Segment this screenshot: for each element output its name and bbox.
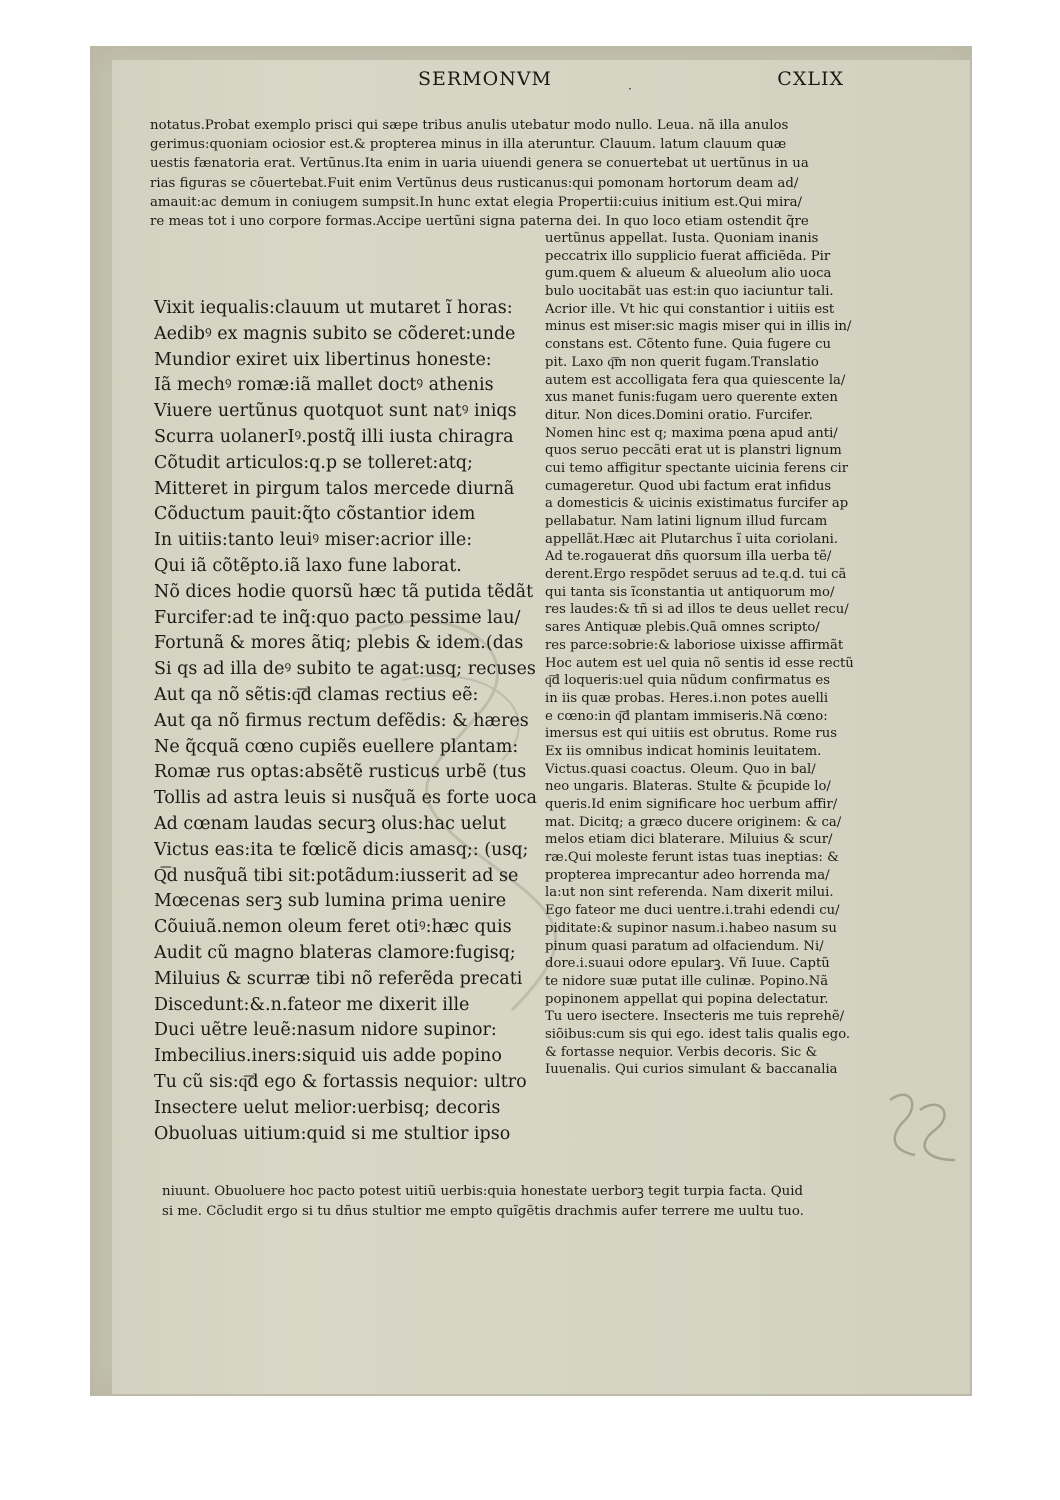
- commentary-line: gum.quem & alueum & alueolum alio uoca: [545, 266, 832, 282]
- folio-number: CXLIX: [777, 68, 844, 90]
- commentary-line: Nomen hinc est q; maxima pœna apud anti/: [545, 425, 838, 441]
- commentary-line: Ad te.rogauerat dñs quorsum illa uerba tẽ/: [545, 549, 832, 565]
- commentary-line: res laudes:& tñ si ad illos te deus uellet recu/: [545, 602, 849, 618]
- library-stamp-icon: [880, 1080, 970, 1170]
- commentary-line: Victus.quasi coactus. Oleum. Quo in bal/: [545, 761, 816, 777]
- commentary-line: cui temo affigitur spectante uicinia ferens cir: [545, 460, 849, 476]
- verse-line: Mitteret in pirgum talos mercede diurnã: [154, 478, 515, 499]
- commentary-line: queris.Id enim significare hoc uerbum affir/: [545, 797, 838, 812]
- verse-line: Discedunt:&.n.fateor me dixerit ille: [154, 994, 470, 1015]
- commentary-line: ræ.Qui moleste ferunt istas tuas ineptias: &: [545, 850, 839, 866]
- commentary-line: te nidore suæ putat ille culinæ. Popino.Nã: [545, 973, 829, 989]
- commentary-line: amauit:ac demum in coniugem sumpsit.In hunc extat elegia Propertii:cuius initium est.Qui mira/: [150, 194, 803, 210]
- commentary-line: la:ut non sint referenda. Nam dixerit milui.: [545, 885, 834, 901]
- verse-line: Aedibꝰ ex magnis subito se cõderet:unde: [154, 323, 516, 344]
- verse-line: Cõductum pauit:q̃to cõstantior idem: [154, 504, 476, 525]
- commentary-line: rias figuras se cõuertebat.Fuit enim Vertũnus deus rusticanus:qui pomonam hortorum deam ad/: [150, 175, 799, 191]
- side-commentary: [545, 230, 875, 1079]
- commentary-line: pellabatur. Nam latini lignum illud furcam: [545, 514, 828, 529]
- commentary-line: cumageretur. Quod ubi factum erat infidus: [545, 478, 832, 494]
- verse-line: Tollis ad astra leuis si nusq̃uã es forte uoca: [154, 788, 537, 809]
- verse-line: Obuoluas uitium:quid si me stultior ipso: [154, 1123, 511, 1144]
- commentary-line: siõibus:cum sis qui ego. idest talis qualis ego.: [545, 1026, 851, 1042]
- verse-line: Duci uẽtre leuẽ:nasum nidore supinor:: [154, 1020, 497, 1041]
- commentary-line: autem est accolligata fera qua quiescente la/: [545, 372, 846, 388]
- commentary-line: dore.i.suaui odore epularꝫ. Vñ Iuue. Captũ: [545, 956, 830, 972]
- commentary-line: a domesticis & uicinis existimatus furcifer ap: [545, 496, 849, 512]
- top-commentary: [150, 116, 870, 231]
- commentary-line: q͞d loqueris:uel quia nũdum confirmatus es: [545, 673, 830, 689]
- commentary-line: Iuuenalis. Qui curios simulant & baccanalia: [545, 1062, 838, 1078]
- running-title: SERMONVM: [417, 68, 553, 90]
- commentary-line: qui tanta sis ĩconstantia ut antiquorum mo/: [545, 584, 835, 600]
- verse-line: Ne q̃cquã cœno cupiẽs euellere plantam:: [154, 736, 519, 757]
- verse-line: Mœcenas serꝫ sub lumina prima uenire: [154, 891, 507, 912]
- commentary-line: notatus.Probat exemplo prisci qui sæpe tribus anulis utebatur modo nullo. Leua. nã illa anulos: [150, 118, 789, 133]
- commentary-line: re meas tot i uno corpore formas.Accipe uertũni signa paterna dei. In quo loco etiam ostendit q̃re: [150, 214, 809, 230]
- signature-mark: ·: [628, 82, 632, 96]
- commentary-line: minus est miser:sic magis miser qui in illis in/: [545, 319, 852, 335]
- commentary-line: & fortasse nequior. Verbis decoris. Sic &: [545, 1044, 818, 1060]
- commentary-line: res parce:sobrie:& laboriose uixisse affirmãt: [545, 637, 844, 653]
- commentary-line: niuunt. Obuoluere hoc pacto potest uitiũ uerbis:quia honestate uerborꝫ tegit turpia facta. Quid: [162, 1184, 803, 1199]
- commentary-line: in iis quæ probas. Heres.i.non potes auelli: [545, 690, 829, 706]
- verse-line: Vixit iequalis:clauum ut mutaret ĩ horas:: [154, 298, 513, 318]
- verse-line: Aut qa nõ sẽtis:q͞d clamas rectius eẽ:: [154, 684, 479, 705]
- verse-line: Miluius & scurræ tibi nõ referẽda precati: [154, 968, 523, 989]
- verse-line: Aut qa nõ firmus rectum defẽdis: & hæres: [154, 710, 529, 731]
- commentary-line: sares Antiquæ plebis.Quã omnes scripto/: [545, 620, 820, 636]
- verse-line: Ad cœnam laudas securꝫ olus:hac uelut: [154, 813, 507, 834]
- verse-line: Cõuiuã.nemon oleum feret otiꝰ:hæc quis: [154, 917, 512, 938]
- verse-line: Nõ dices hodie quorsũ hæc tã putida tẽdãt: [154, 581, 534, 602]
- commentary-line: si me. Cõcludit ergo si tu dñus stultior me empto quĩgẽtis drachmis aufer terrere me uultu tuo.: [162, 1203, 804, 1219]
- verse-line: Mundior exiret uix libertinus honeste:: [154, 349, 492, 370]
- commentary-line: imersus est qui uitiis est obrutus. Rome rus: [545, 726, 837, 742]
- verse-line: Fortunã & mores ãtiq; plebis & idem.(das: [154, 633, 524, 654]
- commentary-line: neo ungaris. Blateras. Stulte & p̃cupide lo/: [545, 779, 831, 795]
- verse-line: Scurra uolanerIꝰ.postq̃ illi iusta chiragra: [154, 426, 514, 447]
- verse-line: Q͞d nusq̃uã tibi sit:potãdum:iusserit ad se: [154, 865, 519, 886]
- commentary-line: Tu uero isectere. Insecteris me tuis reprehẽ/: [545, 1009, 845, 1025]
- bottom-commentary: [162, 1182, 878, 1221]
- verse-line: Si qs ad illa deꝰ subito te agat:usq; recuses: [154, 659, 536, 680]
- commentary-line: quos seruo peccãti erat ut is planstri lignum: [545, 443, 842, 459]
- commentary-line: melos etiam dici blaterare. Miluius & scur/: [545, 832, 833, 848]
- commentary-line: popinonem appellat qui popina delectatur.: [545, 991, 829, 1007]
- commentary-line: uestis fænatoria erat. Vertũnus.Ita enim in uaria uiuendi genera se conuertebat ut uertũnus in ua: [150, 156, 809, 172]
- verse-line: In uitiis:tanto leuiꝰ miser:acrior ille:: [154, 530, 473, 551]
- commentary-line: pinum quasi paratum ad olfaciendum. Ni/: [545, 938, 824, 954]
- commentary-line: Acrior ille. Vt hic qui constantior i uitiis est: [545, 301, 835, 317]
- verse-line: Iã mechꝰ romæ:iã mallet doctꝰ athenis: [154, 375, 494, 396]
- commentary-line: pit. Laxo q͞m non querit fugam.Translatio: [545, 354, 819, 370]
- commentary-line: propterea imprecantur adeo horrenda ma/: [545, 867, 830, 883]
- verse-line: Audit cũ magno blateras clamore:fugisq;: [154, 942, 516, 963]
- commentary-line: xus manet funis:fugam uero querente exten: [545, 390, 838, 406]
- commentary-line: derent.Ergo respõdet seruus ad te.q.d. tui cã: [545, 567, 847, 583]
- commentary-line: Ex iis omnibus indicat hominis leuitatem.: [545, 743, 822, 759]
- commentary-line: piditate:& supinor nasum.i.habeo nasum su: [545, 920, 837, 936]
- commentary-line: constans est. Cõtento fune. Quia fugere cu: [545, 337, 831, 353]
- commentary-line: mat. Dicitq; a græco ducere originem: & ca/: [545, 814, 842, 830]
- commentary-line: bulo uocitabãt uas est:in quo iaciuntur tali.: [545, 284, 834, 300]
- commentary-line: peccatrix illo supplicio fuerat afficiẽda. Pir: [545, 248, 831, 264]
- verse-line: Furcifer:ad te inq̃:quo pacto pessime lau/: [154, 607, 521, 628]
- commentary-line: Ego fateor me duci uentre.i.trahi edendi cu/: [545, 903, 840, 919]
- verse-text: [154, 296, 539, 1147]
- verse-line: Victus eas:ita te fœlicẽ dicis amasq;: (usq;: [154, 839, 529, 860]
- commentary-line: Hoc autem est uel quia nõ sentis id esse rectũ: [545, 655, 854, 671]
- verse-line: Tu cũ sis:q͞d ego & fortassis nequior: ultro: [154, 1071, 527, 1092]
- commentary-line: gerimus:quoniam ociosior est.& propterea minus in illa ateruntur. Clauum. latum clauum quæ: [150, 137, 787, 153]
- commentary-line: uertũnus appellat. Iusta. Quoniam inanis: [545, 231, 819, 246]
- commentary-line: ditur. Non dices.Domini oratio. Furcifer.: [545, 407, 813, 423]
- verse-line: Viuere uertũnus quotquot sunt natꝰ iniqs: [154, 401, 517, 422]
- verse-line: Insectere uelut melior:uerbisq; decoris: [154, 1097, 501, 1118]
- verse-line: Romæ rus optas:absẽtẽ rusticus urbẽ (tus: [154, 762, 527, 783]
- commentary-line: appellãt.Hæc ait Plutarchus ĩ uita coriolani.: [545, 531, 839, 547]
- verse-line: Cõtudit articulos:q.p se tolleret:atq;: [154, 452, 473, 473]
- verse-line: Qui iã cõtẽpto.iã laxo fune laborat.: [154, 555, 462, 576]
- verse-line: Imbecilius.iners:siquid uis adde popino: [154, 1046, 502, 1067]
- commentary-line: e cœno:in q͞d plantam immiseris.Nã cœno:: [545, 708, 828, 724]
